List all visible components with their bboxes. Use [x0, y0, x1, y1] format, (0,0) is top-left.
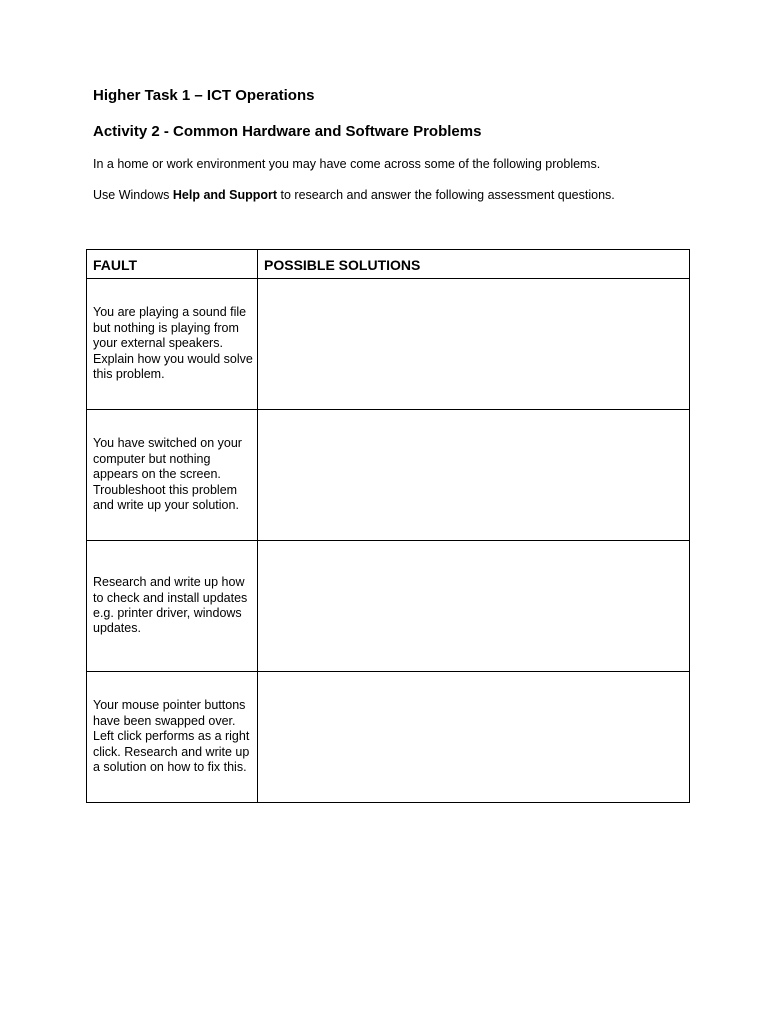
solution-cell[interactable]	[258, 410, 690, 541]
instruction-text-after: to research and answer the following assessment questions.	[277, 188, 615, 202]
solution-cell[interactable]	[258, 541, 690, 672]
fault-description: Your mouse pointer buttons have been swapped over. Left click performs as a right click. Research and write up a solution on how to fix this.	[93, 698, 250, 775]
fault-cell	[87, 410, 258, 541]
fault-column-header: FAULT	[87, 250, 258, 279]
help-and-support-emphasis: Help and Support	[172, 188, 278, 202]
fault-cell	[87, 279, 258, 410]
table-header-row	[87, 250, 690, 279]
solutions-column-header: POSSIBLE SOLUTIONS	[258, 250, 690, 279]
fault-cell	[87, 541, 258, 672]
document-title: Higher Task 1 – ICT Operations	[93, 87, 315, 104]
table-row	[87, 410, 690, 541]
table-row	[87, 672, 690, 803]
fault-description: You have switched on your computer but nothing appears on the screen. Troubleshoot this problem and write up your solution.	[93, 436, 242, 513]
fault-cell	[87, 672, 258, 803]
fault-description: You are playing a sound file but nothing is playing from your external speakers. Explain how you would solve this problem.	[93, 305, 253, 382]
table-row	[87, 279, 690, 410]
activity-title: Activity 2 - Common Hardware and Software Problems	[93, 123, 482, 140]
instruction-text-before: Use Windows	[93, 188, 173, 202]
fault-solutions-table	[86, 249, 690, 803]
solution-cell[interactable]	[258, 672, 690, 803]
table-row	[87, 541, 690, 672]
intro-paragraph: In a home or work environment you may have come across some of the following problems.	[93, 157, 601, 171]
fault-description: Research and write up how to check and install updates e.g. printer driver, windows updates.	[93, 575, 248, 636]
solution-cell[interactable]	[258, 279, 690, 410]
instruction-paragraph	[93, 187, 675, 203]
